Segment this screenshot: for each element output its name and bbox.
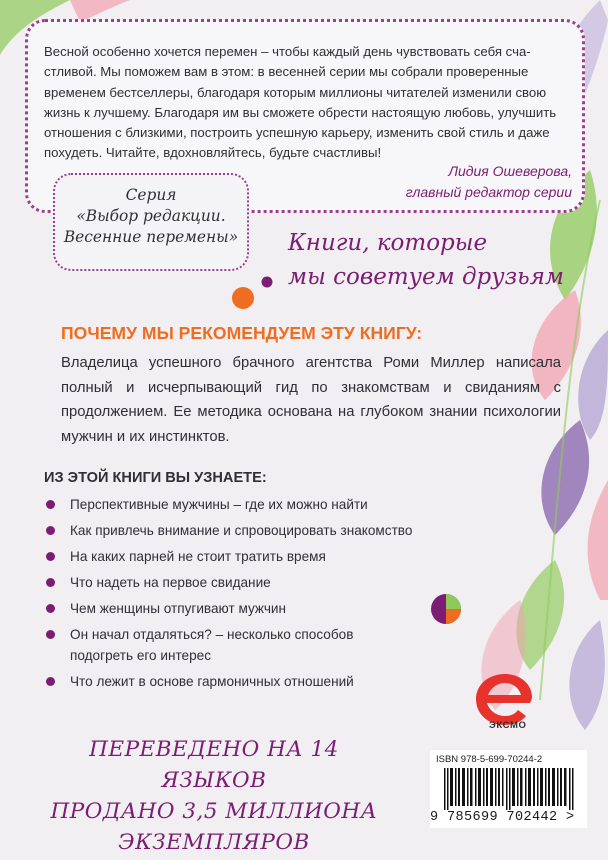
barcode-icon xyxy=(444,768,574,810)
decor-circle-part xyxy=(446,594,461,609)
decor-dot xyxy=(262,277,273,288)
series-line: Серия xyxy=(125,186,177,204)
list-item-text: Что надеть на первое свидание xyxy=(70,575,271,590)
publisher-name: ЭКСМО xyxy=(489,720,527,731)
why-description: Владелица успешного брачного агентства Роми Миллер написала полный и исчерпывающий гид по знакомствам и свиданиям с продолжением. Ее методика основана на глубоком знании психологии мужчин и их инстинктов. xyxy=(61,355,561,445)
bullet-icon xyxy=(46,604,55,613)
list-item-text: Чем женщины отпугивают мужчин xyxy=(70,601,287,616)
decor-circle-part xyxy=(446,609,461,624)
sales-stats xyxy=(44,734,384,858)
learn-list xyxy=(46,494,412,697)
quote-line: стливой. Мы поможем вам в этом: в весенней серии мы собрали проверенные xyxy=(44,64,529,80)
list-item xyxy=(46,624,410,666)
stats-line: ПРОДАНО 3,5 МИЛЛИОНА xyxy=(50,799,378,824)
quote-author: Лидия Ошеверова, xyxy=(448,163,572,179)
quote-line: жизнь к лучшему. Благодаря им вы сможете обрести настоящую любовь, улучшить xyxy=(44,104,557,120)
bullet-icon xyxy=(46,552,55,561)
leaf-shape xyxy=(578,330,608,440)
list-item xyxy=(46,546,412,567)
isbn-block xyxy=(430,750,587,828)
list-item-text: Перспективные мужчины – где их можно найти xyxy=(70,497,368,512)
bullet-icon xyxy=(46,630,55,639)
quote-line: Весной особенно хочется перемен – чтобы каждый день чувствовать себя сча- xyxy=(44,44,531,59)
stats-line: ПЕРЕВЕДЕНО НА 14 ЯЗЫКОВ xyxy=(89,737,339,793)
list-item xyxy=(46,494,412,515)
quote-line: похудеть. Читайте, вдохновляйтесь, будьте счастливы! xyxy=(44,145,382,161)
slogan-line: мы советуем друзьям xyxy=(288,264,564,290)
stats-line: ЭКЗЕМПЛЯРОВ xyxy=(118,830,310,855)
list-item-text: Он начал отдаляться? – несколько способов подогреть его интерес xyxy=(70,627,354,663)
list-item-text: Как привлечь внимание и спровоцировать знакомство xyxy=(70,523,413,538)
series-slogan xyxy=(288,226,564,294)
series-line: Весенние перемены» xyxy=(63,228,239,246)
why-heading: ПОЧЕМУ МЫ РЕКОМЕНДУЕМ ЭТУ КНИГУ: xyxy=(61,323,423,343)
series-label xyxy=(53,173,249,271)
isbn-label: ISBN 978-5-699-70244-2 xyxy=(436,754,543,765)
list-item xyxy=(46,572,412,593)
list-item xyxy=(46,671,412,692)
list-item xyxy=(46,598,412,619)
quote-line: отношения с близкими, построить успешную карьеру, изменить свой стиль и даже xyxy=(44,125,550,141)
leaf-shape xyxy=(588,480,608,600)
decor-dot xyxy=(232,287,254,309)
quote-signature xyxy=(406,161,572,203)
bullet-icon xyxy=(46,578,55,587)
list-item-text: На каких парней не стоит тратить время xyxy=(70,549,326,564)
editor-quote xyxy=(44,42,570,164)
slogan-line: Книги, которые xyxy=(288,230,488,256)
bullet-icon xyxy=(46,677,55,686)
quote-line: временем бестселлеры, благодаря которым миллионы читателей изменили свою xyxy=(44,84,547,100)
barcode-number: 9 785699 702442 > xyxy=(430,810,575,825)
bullet-icon xyxy=(46,500,55,509)
learn-heading: ИЗ ЭТОЙ КНИГИ ВЫ УЗНАЕТЕ: xyxy=(44,470,267,486)
bullet-icon xyxy=(46,526,55,535)
series-line: «Выбор редакции. xyxy=(76,207,226,225)
list-item xyxy=(46,520,412,541)
list-item-text: Что лежит в основе гармоничных отношений xyxy=(70,674,354,689)
leaf-shape xyxy=(569,620,604,730)
quote-author-role: главный редактор серии xyxy=(405,184,572,200)
